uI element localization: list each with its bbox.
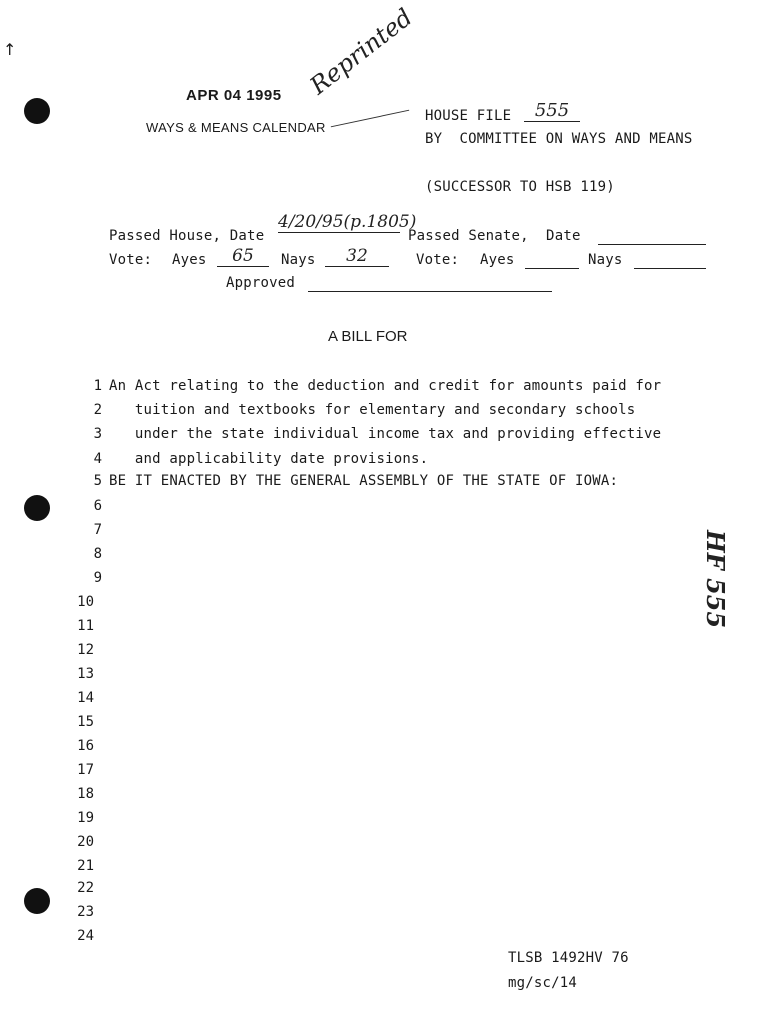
bill-line-1: An Act relating to the deduction and credit for amounts paid for (109, 378, 662, 394)
line-number: 16 (77, 738, 94, 754)
line-number: 4 (93, 451, 102, 467)
successor-line: (SUCCESSOR TO HSB 119) (425, 179, 615, 195)
line-number: 13 (77, 666, 94, 682)
enacting-clause: BE IT ENACTED BY THE GENERAL ASSEMBLY OF THE STATE OF IOWA: (109, 473, 619, 489)
house-file-number: 555 (524, 100, 580, 122)
footer-initials: mg/sc/14 (508, 975, 578, 991)
line-number: 9 (93, 570, 102, 586)
line-number: 21 (77, 858, 94, 874)
line-number: 20 (77, 834, 94, 850)
line-number: 10 (77, 594, 94, 610)
senate-nays-blank (634, 254, 706, 269)
approved-blank (308, 277, 552, 292)
line-number: 2 (93, 402, 102, 418)
passed-senate-label: Passed Senate, Date (408, 228, 581, 244)
punch-hole-middle (24, 495, 50, 521)
bill-line-3: under the state individual income tax and providing effective (109, 426, 662, 442)
footer-code: TLSB 1492HV 76 (508, 950, 629, 966)
senate-vote-label: Vote: (416, 252, 460, 268)
line-number: 8 (93, 546, 102, 562)
reprinted-underline (331, 110, 409, 128)
punch-hole-top (24, 98, 50, 124)
line-number: 11 (77, 618, 94, 634)
line-number: 23 (77, 904, 94, 920)
line-number: 19 (77, 810, 94, 826)
line-number: 3 (93, 426, 102, 442)
reprinted-handwriting: Reprinted (304, 3, 418, 100)
approved-label: Approved (226, 275, 296, 291)
bill-line-2: tuition and textbooks for elementary and secondary schools (109, 402, 636, 418)
margin-file-note: HF 555 (701, 530, 730, 629)
house-vote-label: Vote: (109, 252, 153, 268)
passed-house-label: Passed House, Date (109, 228, 265, 244)
house-nays-value: 32 (325, 246, 389, 267)
house-ayes-value: 65 (217, 246, 269, 267)
line-number: 7 (93, 522, 102, 538)
calendar-stamp: WAYS & MEANS CALENDAR (146, 120, 326, 135)
committee-line: BY COMMITTEE ON WAYS AND MEANS (425, 131, 693, 147)
senate-nays-label: Nays (588, 252, 623, 268)
staple-mark-icon: ↑ (3, 40, 17, 59)
line-number: 12 (77, 642, 94, 658)
passed-senate-date-blank (598, 230, 706, 245)
line-number: 1 (93, 378, 102, 394)
house-nays-label: Nays (281, 252, 316, 268)
senate-ayes-label: Ayes (480, 252, 515, 268)
line-number: 14 (77, 690, 94, 706)
punch-hole-bottom (24, 888, 50, 914)
bill-title: A BILL FOR (328, 328, 408, 345)
house-ayes-label: Ayes (172, 252, 207, 268)
line-number: 6 (93, 498, 102, 514)
passed-house-date: 4/20/95(p.1805) (278, 212, 417, 232)
house-file-label: HOUSE FILE (425, 108, 512, 124)
line-number: 24 (77, 928, 94, 944)
line-number: 18 (77, 786, 94, 802)
received-date-stamp: APR 04 1995 (186, 87, 282, 104)
line-number: 22 (77, 880, 94, 896)
line-number: 5 (93, 473, 102, 489)
line-number: 17 (77, 762, 94, 778)
line-number: 15 (77, 714, 94, 730)
bill-line-4: and applicability date provisions. (109, 451, 429, 467)
senate-ayes-blank (525, 254, 579, 269)
